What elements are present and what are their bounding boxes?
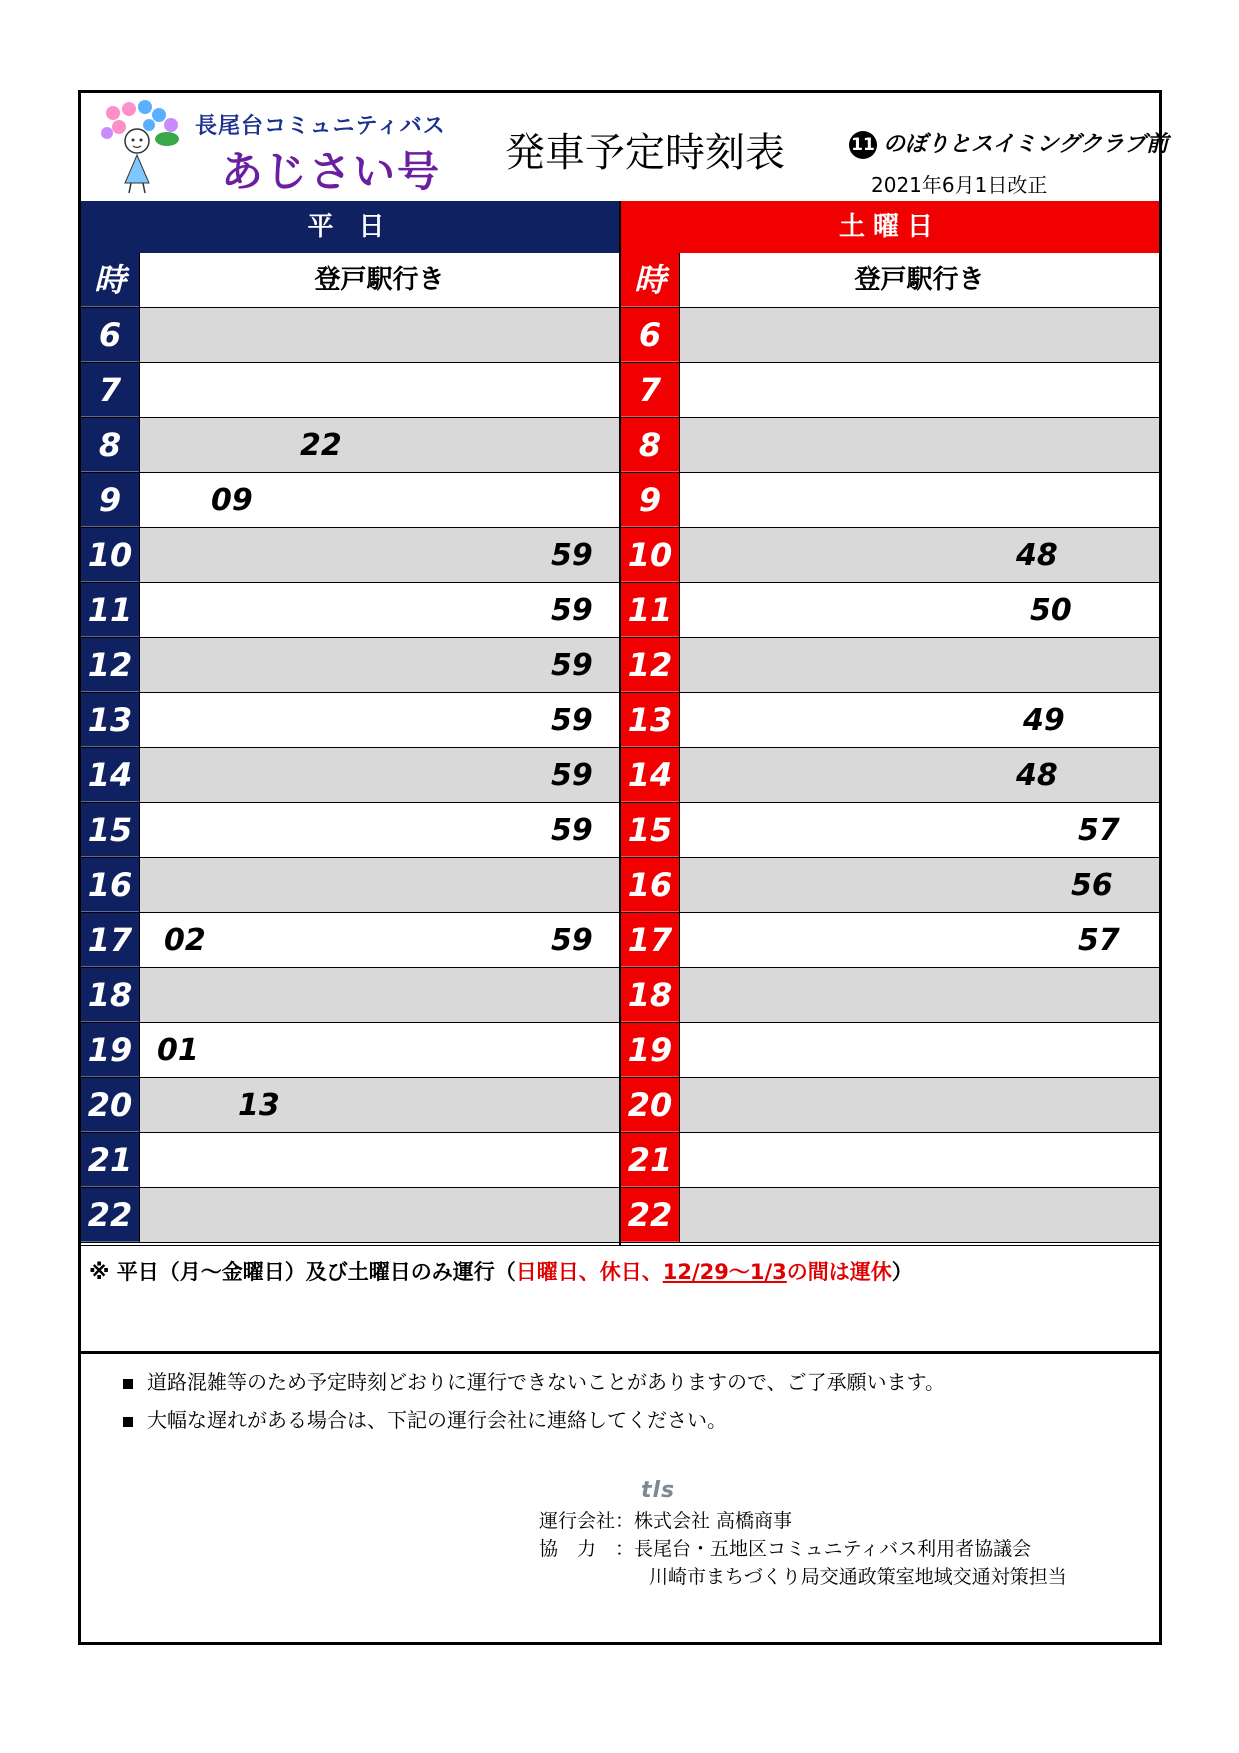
saturday-hour-label: 17 xyxy=(621,913,679,967)
saturday-minutes-cell xyxy=(679,1078,1159,1132)
hour-header: 時 xyxy=(81,253,139,307)
saturday-hour-row xyxy=(621,693,1159,748)
saturday-departure-minute: 49 xyxy=(1023,703,1065,738)
weekday-departure-minute: 02 xyxy=(164,923,206,958)
saturday-hour-label: 8 xyxy=(621,418,679,472)
weekday-hour-label: 7 xyxy=(81,363,139,417)
saturday-hour-row xyxy=(621,913,1159,968)
weekday-minutes-cell xyxy=(139,968,619,1022)
saturday-departure-minute: 57 xyxy=(1078,813,1120,848)
weekday-minutes-cell xyxy=(139,748,619,802)
saturday-minutes-cell xyxy=(679,1023,1159,1077)
weekday-hour-label: 15 xyxy=(81,803,139,857)
weekday-minutes-cell xyxy=(139,803,619,857)
weekday-minutes-cell xyxy=(139,638,619,692)
saturday-hour-label: 20 xyxy=(621,1078,679,1132)
weekday-header-row xyxy=(81,253,619,308)
weekday-hour-row xyxy=(81,1188,619,1243)
weekday-hour-label: 9 xyxy=(81,473,139,527)
weekday-minutes-cell xyxy=(139,308,619,362)
cooperation-org-1: 長尾台・五地区コミュニティバス利用者協議会 xyxy=(634,1538,1032,1560)
saturday-hour-row xyxy=(621,1133,1159,1188)
saturday-minutes-cell xyxy=(679,968,1159,1022)
saturday-hour-row xyxy=(621,638,1159,693)
weekday-minutes-cell xyxy=(139,913,619,967)
hydrangea-girl-logo xyxy=(99,99,189,195)
saturday-hour-label: 18 xyxy=(621,968,679,1022)
saturday-hour-row xyxy=(621,473,1159,528)
weekday-minutes-cell xyxy=(139,858,619,912)
weekday-departure-minute: 59 xyxy=(551,813,593,848)
weekday-hour-label: 13 xyxy=(81,693,139,747)
weekday-departure-minute: 59 xyxy=(551,648,593,683)
weekday-hour-label: 8 xyxy=(81,418,139,472)
saturday-minutes-cell xyxy=(679,528,1159,582)
saturday-minutes-cell xyxy=(679,748,1159,802)
revision-date: 2021年6月1日改正 xyxy=(871,173,1048,197)
saturday-hour-label: 12 xyxy=(621,638,679,692)
weekday-minutes-cell xyxy=(139,583,619,637)
page-title: 発車予定時刻表 xyxy=(505,130,785,176)
saturday-minutes-cell xyxy=(679,693,1159,747)
saturday-hour-label: 14 xyxy=(621,748,679,802)
weekday-hour-row xyxy=(81,1023,619,1078)
saturday-hour-label: 6 xyxy=(621,308,679,362)
note-suspended: の間は運休 xyxy=(786,1260,892,1284)
saturday-minutes-cell xyxy=(679,418,1159,472)
saturday-hour-label: 11 xyxy=(621,583,679,637)
weekday-hour-row xyxy=(81,968,619,1023)
operator-company: 株式会社 高橋商事 xyxy=(634,1510,793,1532)
weekday-column xyxy=(81,253,619,1243)
saturday-departure-minute: 57 xyxy=(1078,923,1120,958)
weekday-departure-minute: 09 xyxy=(211,483,253,518)
saturday-hour-label: 16 xyxy=(621,858,679,912)
weekday-hour-row xyxy=(81,803,619,858)
weekday-minutes-cell xyxy=(139,363,619,417)
saturday-hour-label: 21 xyxy=(621,1133,679,1187)
brand-subtitle: 長尾台コミュニティバス xyxy=(195,114,446,139)
stop-name: のぼりとスイミングクラブ前 xyxy=(883,132,1169,157)
cooperation-line xyxy=(539,1534,1031,1561)
notices-section xyxy=(81,1351,1159,1642)
weekday-hour-row xyxy=(81,1078,619,1133)
saturday-hour-label: 13 xyxy=(621,693,679,747)
weekday-minutes-cell xyxy=(139,473,619,527)
weekday-hour-label: 19 xyxy=(81,1023,139,1077)
weekday-hour-label: 18 xyxy=(81,968,139,1022)
weekday-minutes-cell xyxy=(139,693,619,747)
weekday-minutes-cell xyxy=(139,1023,619,1077)
saturday-minutes-cell xyxy=(679,1188,1159,1242)
saturday-minutes-cell xyxy=(679,638,1159,692)
saturday-hour-row xyxy=(621,803,1159,858)
saturday-hour-row xyxy=(621,363,1159,418)
weekday-hour-row xyxy=(81,748,619,803)
note-suffix: ） xyxy=(891,1260,913,1284)
weekday-hour-label: 11 xyxy=(81,583,139,637)
bus-stop xyxy=(849,127,1168,159)
weekday-hour-row xyxy=(81,913,619,968)
saturday-band: 土曜日 xyxy=(621,201,1159,253)
saturday-hour-row xyxy=(621,583,1159,638)
saturday-minutes-cell xyxy=(679,1133,1159,1187)
weekday-departure-minute: 01 xyxy=(157,1033,199,1068)
weekday-hour-label: 17 xyxy=(81,913,139,967)
service-note-text xyxy=(89,1256,913,1286)
saturday-hour-label: 7 xyxy=(621,363,679,417)
saturday-departure-minute: 50 xyxy=(1030,593,1072,628)
saturday-hour-row xyxy=(621,858,1159,913)
weekday-departure-minute: 22 xyxy=(300,428,342,463)
saturday-hour-label: 22 xyxy=(621,1188,679,1242)
saturday-hour-row xyxy=(621,748,1159,803)
notice-item xyxy=(123,1404,727,1433)
saturday-hour-label: 15 xyxy=(621,803,679,857)
weekday-hour-row xyxy=(81,1133,619,1188)
saturday-minutes-cell xyxy=(679,913,1159,967)
weekday-band: 平 日 xyxy=(81,201,619,253)
weekday-departure-minute: 59 xyxy=(551,703,593,738)
weekday-hour-label: 6 xyxy=(81,308,139,362)
saturday-hour-row xyxy=(621,418,1159,473)
weekday-departure-minute: 59 xyxy=(551,538,593,573)
weekday-hour-label: 20 xyxy=(81,1078,139,1132)
note-prefix: ※ 平日（月～金曜日）及び土曜日のみ運行（ xyxy=(89,1260,516,1284)
saturday-hour-row xyxy=(621,1188,1159,1243)
bullet-square-icon xyxy=(123,1379,133,1389)
saturday-departure-minute: 48 xyxy=(1016,538,1058,573)
weekday-minutes-cell xyxy=(139,1133,619,1187)
weekday-minutes-cell xyxy=(139,528,619,582)
saturday-minutes-cell xyxy=(679,473,1159,527)
weekday-hour-row xyxy=(81,308,619,363)
cooperation-label: 協 力 ： xyxy=(539,1538,635,1560)
saturday-destination: 登戸駅行き xyxy=(854,265,985,295)
timetable-sheet xyxy=(78,90,1169,1645)
weekday-hour-label: 10 xyxy=(81,528,139,582)
notice-item xyxy=(123,1366,945,1395)
saturday-hour-label: 10 xyxy=(621,528,679,582)
weekday-hour-label: 22 xyxy=(81,1188,139,1242)
weekday-hour-label: 16 xyxy=(81,858,139,912)
sheet-header xyxy=(81,93,1169,201)
saturday-hour-row xyxy=(621,1023,1159,1078)
weekday-hour-row xyxy=(81,363,619,418)
weekday-minutes-cell xyxy=(139,1188,619,1242)
weekday-hour-row xyxy=(81,693,619,748)
note-dates: 12/29～1/3 xyxy=(662,1260,787,1284)
saturday-minutes-cell xyxy=(679,583,1159,637)
weekday-hour-row xyxy=(81,473,619,528)
bullet-square-icon xyxy=(123,1417,133,1427)
weekday-hour-row xyxy=(81,583,619,638)
operator-line xyxy=(539,1506,792,1533)
saturday-minutes-cell xyxy=(679,363,1159,417)
weekday-departure-minute: 59 xyxy=(551,758,593,793)
weekday-minutes-cell xyxy=(139,418,619,472)
operator-label: 運行会社： xyxy=(539,1510,635,1532)
weekday-hour-row xyxy=(81,418,619,473)
saturday-departure-minute: 48 xyxy=(1016,758,1058,793)
hour-header: 時 xyxy=(621,253,679,307)
service-note xyxy=(81,1245,1159,1351)
saturday-hour-row xyxy=(621,308,1159,363)
cooperation-org-2: 川崎市まちづくり局交通政策室地域交通対策担当 xyxy=(649,1566,1067,1588)
weekday-destination: 登戸駅行き xyxy=(314,265,445,295)
notice-text: 大幅な遅れがある場合は、下記の運行会社に連絡してください。 xyxy=(147,1408,727,1432)
operator-logo: tls xyxy=(641,1478,676,1503)
weekday-departure-minute: 59 xyxy=(551,923,593,958)
notice-text: 道路混雑等のため予定時刻どおりに運行できないことがありますので、ご了承願います。 xyxy=(147,1370,945,1394)
weekday-hour-row xyxy=(81,638,619,693)
saturday-hour-row xyxy=(621,1078,1159,1133)
saturday-hour-label: 19 xyxy=(621,1023,679,1077)
brand-name: あじさい号 xyxy=(221,147,442,196)
weekday-hour-row xyxy=(81,858,619,913)
weekday-hour-row xyxy=(81,528,619,583)
saturday-minutes-cell xyxy=(679,308,1159,362)
saturday-hour-row xyxy=(621,528,1159,583)
weekday-hour-label: 14 xyxy=(81,748,139,802)
saturday-minutes-cell xyxy=(679,858,1159,912)
weekday-departure-minute: 13 xyxy=(238,1088,280,1123)
note-holiday: 日曜日、休日、 xyxy=(515,1260,663,1284)
saturday-hour-label: 9 xyxy=(621,473,679,527)
saturday-hour-row xyxy=(621,968,1159,1023)
saturday-minutes-cell xyxy=(679,803,1159,857)
saturday-departure-minute: 56 xyxy=(1071,868,1113,903)
stop-number-badge: 11 xyxy=(849,131,877,159)
saturday-column xyxy=(621,253,1159,1243)
weekday-hour-label: 12 xyxy=(81,638,139,692)
weekday-departure-minute: 59 xyxy=(551,593,593,628)
saturday-header-row xyxy=(621,253,1159,308)
weekday-minutes-cell xyxy=(139,1078,619,1132)
weekday-hour-label: 21 xyxy=(81,1133,139,1187)
